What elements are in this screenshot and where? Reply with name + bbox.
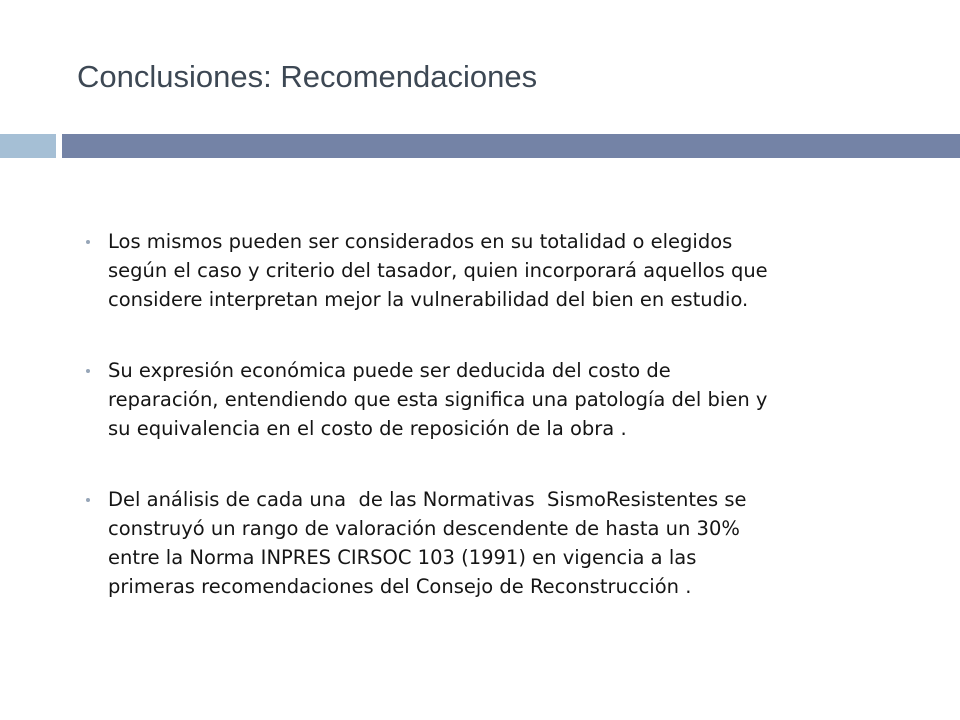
bullet-line: construyó un rango de valoración descendente de hasta un 30% (108, 517, 740, 540)
bullet-line: Del análisis de cada una de las Normativas SismoResistentes se (108, 488, 747, 511)
title-underline-bar (62, 134, 960, 158)
title-underline-accent (0, 134, 56, 158)
bullet-line: Los mismos pueden ser considerados en su totalidad o elegidos (108, 230, 733, 253)
bullet-text (108, 356, 908, 443)
bullet-line: primeras recomendaciones del Consejo de Reconstrucción . (108, 575, 692, 598)
bullet-text (108, 227, 908, 314)
bullet-dot-icon (86, 498, 90, 502)
bullet-line: entre la Norma INPRES CIRSOC 103 (1991) en vigencia a las (108, 546, 697, 569)
bullet-text (108, 485, 908, 601)
bullet-line: considere interpretan mejor la vulnerabilidad del bien en estudio. (108, 288, 749, 311)
bullet-dot-icon (86, 240, 90, 244)
bullet-line: según el caso y criterio del tasador, quien incorporará aquellos que (108, 259, 768, 282)
bullet-dot-icon (86, 369, 90, 373)
bullet-line: Su expresión económica puede ser deducida del costo de (108, 359, 671, 382)
bullet-line: su equivalencia en el costo de reposición de la obra . (108, 417, 627, 440)
bullet-line: reparación, entendiendo que esta significa una patología del bien y (108, 388, 768, 411)
slide-title: Conclusiones: Recomendaciones (77, 59, 538, 94)
